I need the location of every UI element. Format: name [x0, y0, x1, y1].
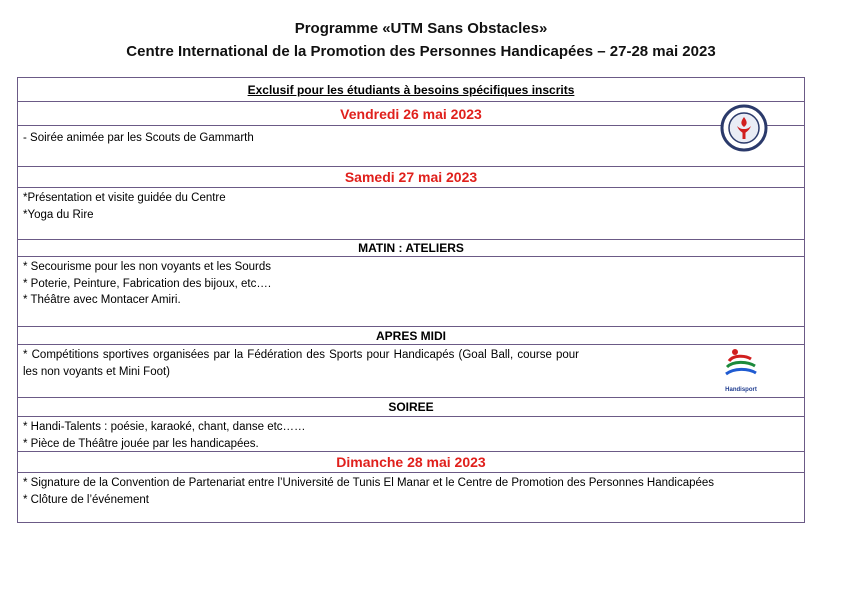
day1-heading: Vendredi 26 mai 2023 — [340, 106, 482, 122]
morning-heading-row — [18, 239, 804, 256]
exclusive-row — [18, 77, 804, 101]
list-item: * Clôture de l’événement — [23, 493, 149, 506]
list-item: * Secourisme pour les non voyants et les Sourds — [23, 261, 272, 273]
day2-body — [18, 187, 804, 239]
handisport-logo-text: Handisport — [725, 386, 757, 393]
day3-heading-row — [18, 451, 804, 472]
day2-heading: Samedi 27 mai 2023 — [344, 169, 478, 185]
day2-heading-row — [18, 166, 804, 187]
afternoon-body — [18, 344, 804, 397]
program-title: Programme «UTM Sans Obstacles» — [294, 20, 548, 37]
evening-heading-row — [18, 397, 804, 416]
list-item: * Signature de la Convention de Partenariat entre l’Université de Tunis El Manar et le Centre de Promotion des Personnes Handicapées — [23, 477, 715, 489]
day3-heading: Dimanche 28 mai 2023 — [336, 454, 486, 470]
list-item: *Yoga du Rire — [23, 208, 94, 221]
list-item: - Soirée animée par les Scouts de Gammarth — [23, 132, 254, 144]
evening-heading: SOIREE — [388, 400, 434, 414]
exclusive-note: Exclusif pour les étudiants à besoins spécifiques inscrits — [247, 83, 575, 97]
morning-heading: MATIN : ATELIERS — [358, 241, 464, 255]
handisport-logo-icon — [718, 347, 764, 394]
day1-body — [18, 125, 804, 166]
evening-body — [18, 416, 804, 451]
program-subtitle: Centre International de la Promotion des Personnes Handicapées – 27-28 mai 2023 — [126, 43, 716, 60]
morning-body — [18, 256, 804, 326]
afternoon-heading-row — [18, 326, 804, 344]
list-item: *Présentation et visite guidée du Centre — [23, 192, 226, 204]
day1-heading-row — [18, 101, 804, 125]
list-item: * Handi-Talents : poésie, karaoké, chant, danse etc…… — [23, 421, 306, 433]
scouts-emblem-icon — [720, 104, 768, 152]
list-item: * Compétitions sportives organisées par la Fédération des Sports pour Handicapés (Goal Ball, course pour les non voyants et Mini Foot) — [23, 349, 579, 378]
program-table — [17, 77, 805, 523]
list-item: * Poterie, Peinture, Fabrication des bijoux, etc…. — [23, 277, 272, 290]
day3-body — [18, 472, 804, 522]
afternoon-heading: APRES MIDI — [375, 329, 446, 343]
list-item: * Pièce de Théâtre jouée par les handicapées. — [23, 437, 259, 450]
list-item: * Théâtre avec Montacer Amiri. — [23, 294, 181, 306]
